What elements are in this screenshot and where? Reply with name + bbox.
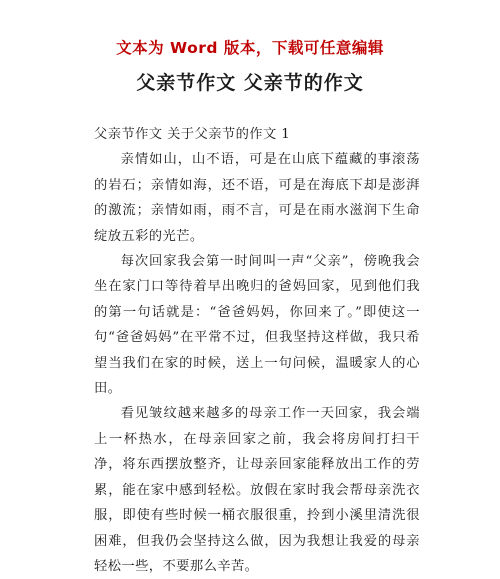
paragraph-1: 亲情如山，山不语，可是在山底下蕴藏的事滚荡的岩石；亲情如海，还不语，可是在海底下却是澎湃的激流；亲情如雨，雨不言，可是在雨水滋润下生命绽放五彩的光芒。 — [94, 152, 420, 244]
editable-notice-banner: 文本为 Word 版本，下载可任意编辑 — [116, 39, 384, 57]
paragraph-3: 看见皱纹越来越多的母亲工作一天回家，我会端上一杯热水，在母亲回家之前，我会将房间打扫干净，将东西摆放整齐，让母亲回家能释放出工作的劳累，能在家中感到轻松。放假在家时我会帮母亲洗衣服，即使有些时候一桶衣服很重，拎到小溪里清洗很困难，但我仍会坚持这么做，因为我想让我爱的母亲轻松一些，不要那么辛苦。 — [94, 406, 420, 574]
article-body — [94, 122, 420, 579]
document-title: 父亲节作文 父亲节的作文 — [136, 72, 364, 94]
paragraph-2: 每次回家我会第一时间叫一声“父亲”，傍晚我会坐在家门口等待着早出晚归的爸妈回家，见到他们我的第一句话就是：“爸爸妈妈，你回来了。”即使这一句“爸爸妈妈”在平常不过，但我坚持这样做，我只希望当我们在家的时候，送上一句问候，温暖家人的心田。 — [94, 254, 420, 397]
section-heading: 父亲节作文 关于父亲节的作文 1 — [94, 127, 291, 142]
